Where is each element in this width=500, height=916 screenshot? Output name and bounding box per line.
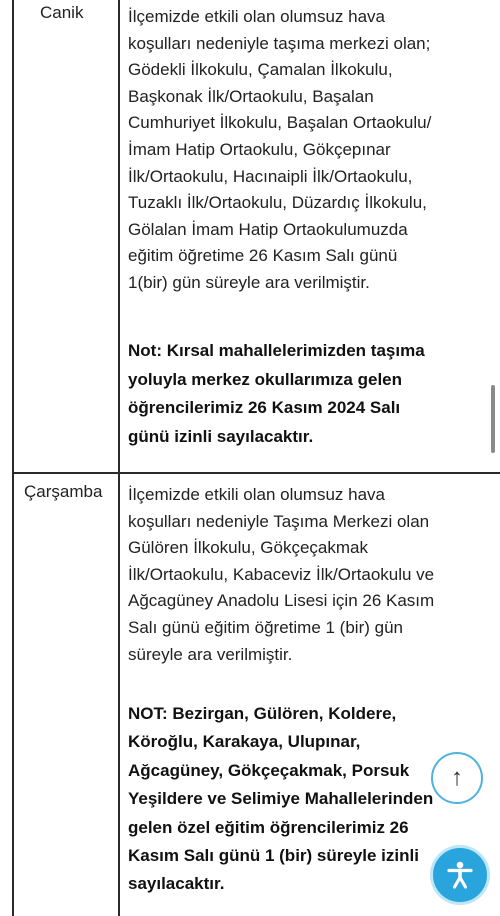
note-line: günü izinli sayılacaktır.: [128, 426, 314, 446]
description-line: Gölalan İmam Hatip Ortaokulumuzda: [128, 219, 408, 239]
description-line: koşulları nedeniyle Taşıma Merkezi olan: [128, 511, 430, 531]
note-line: gelen özel eğitim öğrencilerimiz 26: [128, 817, 409, 837]
carsamba-description: [128, 482, 490, 668]
canik-note: [128, 337, 468, 451]
description-line: Salı günü eğitim öğretime 1 (bir) gün: [128, 617, 403, 637]
description-line: Ağcagüney Anadolu Lisesi için 26 Kasım: [128, 591, 435, 611]
arrow-up-icon: ↑: [451, 764, 463, 791]
note-line: sayılacaktır.: [128, 874, 225, 894]
back-to-top-button[interactable]: [431, 752, 483, 804]
carsamba-note: [128, 700, 468, 899]
page-scrollbar[interactable]: [491, 385, 495, 453]
note-line: öğrencilerimiz 26 Kasım 2024 Salı: [128, 398, 401, 417]
description-line: süreyle ara verilmiştir.: [128, 644, 293, 664]
accessibility-button[interactable]: [430, 845, 490, 905]
description-line: Tuzaklı İlk/Ortaokulu, Düzardıç İlkokulu,: [128, 193, 427, 213]
note-line: Köroğlu, Karakaya, Ulupınar,: [128, 732, 361, 752]
description-line: eğitim öğretime 26 Kasım Salı günü: [128, 246, 398, 266]
description-line: koşulları nedeniyle taşıma merkezi olan;: [128, 33, 431, 53]
description-line: İlk/Ortaokulu, Hacınaipli İlk/Ortaokulu,: [128, 166, 413, 186]
note-line: yoluyla merkez okullarımıza gelen: [128, 369, 403, 389]
note-line: Yeşildere ve Selimiye Mahallelerinden: [128, 789, 434, 809]
description-line: Gülören İlkokulu, Gökçeçakmak: [128, 538, 368, 558]
description-line: İlk/Ortaokulu, Kabaceviz İlk/Ortaokulu ve: [128, 564, 435, 584]
description-line: İlçemizde etkili olan olumsuz hava: [128, 7, 386, 26]
description-line: İlçemizde etkili olan olumsuz hava: [128, 485, 386, 504]
table-border-left: [12, 0, 14, 916]
description-line: İmam Hatip Ortaokulu, Gökçepınar: [128, 139, 391, 159]
description-line: Cumhuriyet İlkokulu, Başalan Ortaokulu/: [128, 113, 432, 133]
description-line: 1(bir) gün süreyle ara verilmiştir.: [128, 272, 370, 292]
note-line: NOT: Bezirgan, Gülören, Koldere,: [128, 704, 397, 723]
row-divider: [12, 472, 500, 474]
note-line: Not: Kırsal mahallelerimizden taşıma: [128, 341, 425, 360]
note-line: Kasım Salı günü 1 (bir) süreyle izinli: [128, 846, 419, 866]
canik-description: [128, 4, 490, 297]
table-border-middle: [118, 0, 120, 916]
district-name-canik: Canik: [40, 3, 84, 22]
district-name-carsamba: Çarşamba: [24, 482, 103, 501]
description-line: Gödekli İlkokulu, Çamalan İlkokulu,: [128, 60, 393, 80]
description-line: Başkonak İlk/Ortaokulu, Başalan: [128, 86, 374, 106]
accessibility-icon: [443, 858, 477, 892]
note-line: Ağcagüney, Gökçeçakmak, Porsuk: [128, 760, 410, 780]
